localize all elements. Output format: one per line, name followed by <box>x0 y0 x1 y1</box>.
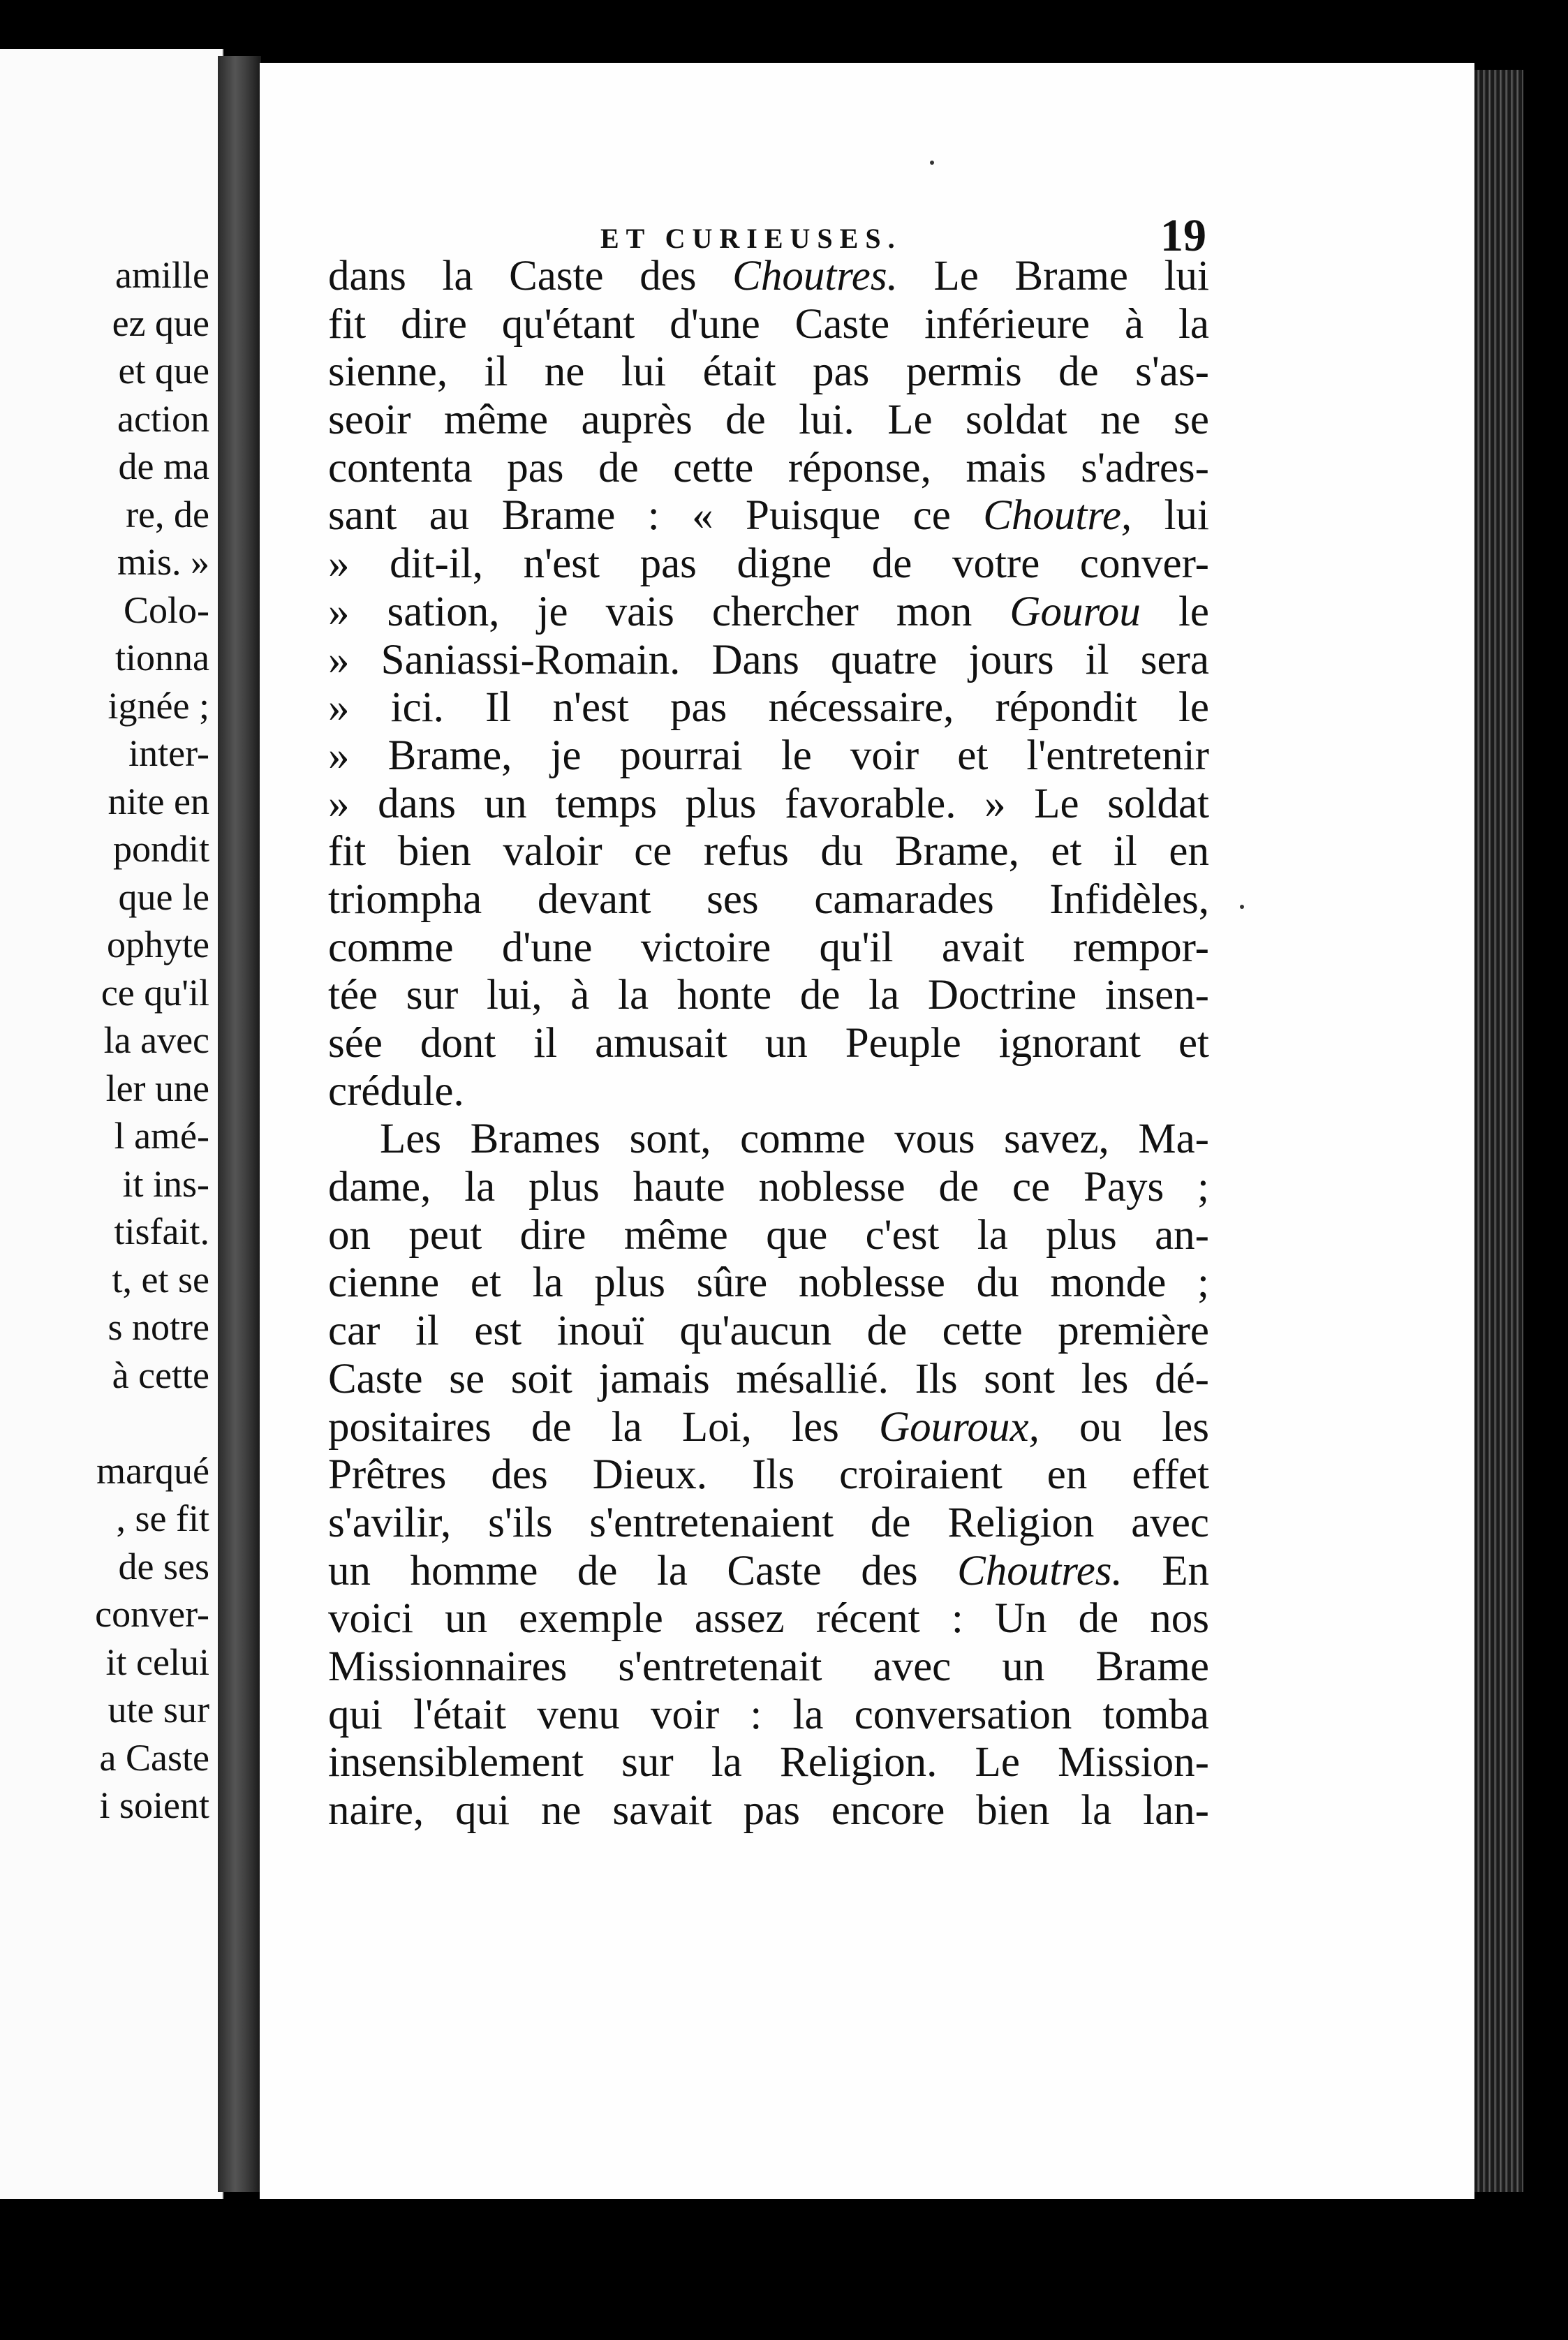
text-segment: naire, qui ne savait pas encore bien la lan- <box>328 1787 1209 1834</box>
facing-page-line: ce qu'il <box>101 971 209 1014</box>
text-segment: Caste se soit jamais mésallié. Ils sont les dé- <box>328 1355 1209 1402</box>
text-segment: » dit-il, n'est pas digne de votre conver- <box>328 540 1209 588</box>
facing-page-line: tionna <box>115 637 209 679</box>
running-head: ET CURIEUSES. <box>600 223 902 254</box>
text-line <box>328 540 1209 588</box>
facing-page-line: amille <box>115 254 209 296</box>
text-line <box>328 1548 1209 1596</box>
text-line <box>328 492 1209 540</box>
text-segment: dans la Caste des <box>328 253 733 299</box>
text-line <box>328 684 1209 732</box>
facing-page-line: Colo- <box>123 588 209 631</box>
text-segment: Prêtres des Dieux. Ils croiraient en effet <box>328 1451 1209 1499</box>
text-segment: le <box>1140 588 1209 635</box>
book-gutter <box>218 56 261 2192</box>
text-segment: car il est inouï qu'aucun de cette première <box>328 1308 1209 1355</box>
facing-page-line: marqué <box>96 1449 209 1492</box>
text-segment: sienne, il ne lui était pas permis de s'as- <box>328 348 1209 396</box>
text-line <box>328 1691 1209 1740</box>
facing-page-line: it celui <box>105 1641 209 1683</box>
text-segment: » dans un temps plus favorable. » Le soldat <box>328 780 1209 827</box>
text-segment: contenta pas de cette réponse, mais s'adres- <box>328 444 1209 491</box>
facing-page <box>0 49 223 2199</box>
text-segment: triompha devant ses camarades Infidèles, <box>328 875 1209 923</box>
text-segment: s'avilir, s'ils s'entretenaient de Religion avec <box>328 1499 1209 1546</box>
text-segment: » sation, je vais chercher mon <box>328 588 1010 635</box>
print-speck <box>1240 905 1244 909</box>
text-line <box>328 924 1209 972</box>
text-segment: insensiblement sur la Religion. Le Mission- <box>328 1739 1209 1786</box>
text-segment: ou les <box>1039 1403 1209 1451</box>
page-number: 19 <box>1160 210 1206 261</box>
facing-page-line: tisfait. <box>114 1210 209 1252</box>
facing-page-line: ler une <box>105 1067 209 1109</box>
text-line <box>328 1356 1209 1404</box>
italic-term: Gourou <box>1009 588 1141 635</box>
facing-page-line: et que <box>118 350 209 392</box>
italic-term: Choutres. <box>957 1547 1123 1594</box>
facing-page-line: action <box>117 397 209 440</box>
page-edges <box>1474 70 1523 2192</box>
facing-page-line <box>95 1399 209 1447</box>
italic-term: Choutre, <box>983 492 1132 540</box>
print-speck <box>930 161 934 165</box>
facing-page-line: it ins- <box>122 1162 209 1205</box>
text-line <box>328 1212 1209 1260</box>
text-segment: on peut dire même que c'est la plus an- <box>328 1211 1209 1259</box>
facing-page-line: pondit <box>112 828 209 870</box>
facing-page-line: conver- <box>95 1593 209 1635</box>
text-line <box>328 1595 1209 1643</box>
text-line <box>328 1739 1209 1787</box>
facing-page-line: s notre <box>108 1306 209 1348</box>
text-line <box>328 1020 1209 1068</box>
text-line <box>328 876 1209 924</box>
text-line <box>328 828 1209 876</box>
text-segment: cienne et la plus sûre noblesse du monde ; <box>328 1259 1209 1307</box>
text-segment: tée sur lui, à la honte de la Doctrine insen- <box>328 972 1209 1019</box>
text-line <box>328 1404 1209 1452</box>
text-line <box>328 1164 1209 1212</box>
text-line <box>328 1068 1209 1116</box>
facing-page-line: de ses <box>118 1545 209 1587</box>
text-line <box>328 301 1209 349</box>
facing-page-line: t, et se <box>112 1258 209 1301</box>
facing-page-line: mis. » <box>117 541 209 583</box>
text-line <box>328 348 1209 397</box>
text-segment: crédule. <box>328 1067 464 1115</box>
text-line <box>328 1259 1209 1308</box>
facing-page-line: nite en <box>108 780 209 822</box>
text-line <box>328 1499 1209 1548</box>
text-segment: » ici. Il n'est pas nécessaire, répondit le <box>328 684 1209 732</box>
text-segment: fit bien valoir ce refus du Brame, et il en <box>328 828 1209 875</box>
text-line <box>328 732 1209 780</box>
text-line <box>328 1787 1209 1835</box>
text-segment: En <box>1122 1547 1210 1594</box>
text-segment: fit dire qu'étant d'une Caste inférieure à la <box>328 300 1209 348</box>
text-segment: » Brame, je pourrai le voir et l'entretenir <box>328 732 1209 779</box>
text-segment: Les Brames sont, comme vous savez, Ma- <box>380 1116 1209 1163</box>
text-segment: voici un exemple assez récent : Un de nos <box>328 1595 1209 1643</box>
text-line <box>328 972 1209 1020</box>
text-segment: Le Brame lui <box>897 253 1209 299</box>
facing-page-line: ophyte <box>107 924 209 965</box>
italic-term: Choutres. <box>732 253 898 299</box>
text-segment: positaires de la Loi, les <box>328 1403 880 1451</box>
text-line <box>328 1451 1209 1499</box>
text-line <box>328 637 1209 685</box>
text-line <box>328 253 1209 301</box>
facing-page-line: à cette <box>112 1354 209 1396</box>
text-line <box>328 1643 1209 1691</box>
text-line <box>328 397 1209 445</box>
text-line <box>328 588 1209 637</box>
text-segment: seoir même auprès de lui. Le soldat ne se <box>328 397 1209 444</box>
facing-page-line: ez que <box>112 302 209 344</box>
text-line <box>328 1308 1209 1356</box>
text-segment: qui l'était venu voir : la conversation tomba <box>328 1691 1209 1738</box>
facing-page-line: l amé- <box>114 1115 209 1157</box>
text-segment: » Saniassi-Romain. Dans quatre jours il sera <box>328 636 1209 683</box>
facing-page-line: a Caste <box>99 1736 209 1779</box>
facing-page-line: que le <box>118 875 209 918</box>
text-line <box>328 445 1209 493</box>
text-segment: Missionnaires s'entretenait avec un Brame <box>328 1643 1209 1690</box>
text-segment: comme d'une victoire qu'il avait rempor- <box>328 924 1209 971</box>
italic-term: Gouroux, <box>879 1403 1040 1451</box>
facing-page-line: , se fit <box>116 1497 209 1539</box>
facing-page-line: re, de <box>126 493 209 535</box>
text-line <box>328 780 1209 829</box>
facing-page-line: de ma <box>118 445 209 487</box>
text-segment: lui <box>1132 492 1209 540</box>
facing-page-line: i soient <box>99 1784 209 1826</box>
facing-page-line: ignée ; <box>108 684 209 727</box>
text-segment: sée dont il amusait un Peuple ignorant et <box>328 1020 1209 1067</box>
text-segment: un homme de la Caste des <box>328 1547 958 1594</box>
facing-page-line: la avec <box>103 1019 209 1061</box>
facing-page-line: inter- <box>128 732 209 774</box>
text-segment: sant au Brame : « Puisque ce <box>328 492 984 540</box>
body-text <box>328 253 1209 1835</box>
text-segment: dame, la plus haute noblesse de ce Pays ; <box>328 1164 1209 1211</box>
facing-page-text <box>95 251 209 1830</box>
text-line <box>328 1116 1209 1164</box>
facing-page-line: ute sur <box>108 1689 209 1731</box>
